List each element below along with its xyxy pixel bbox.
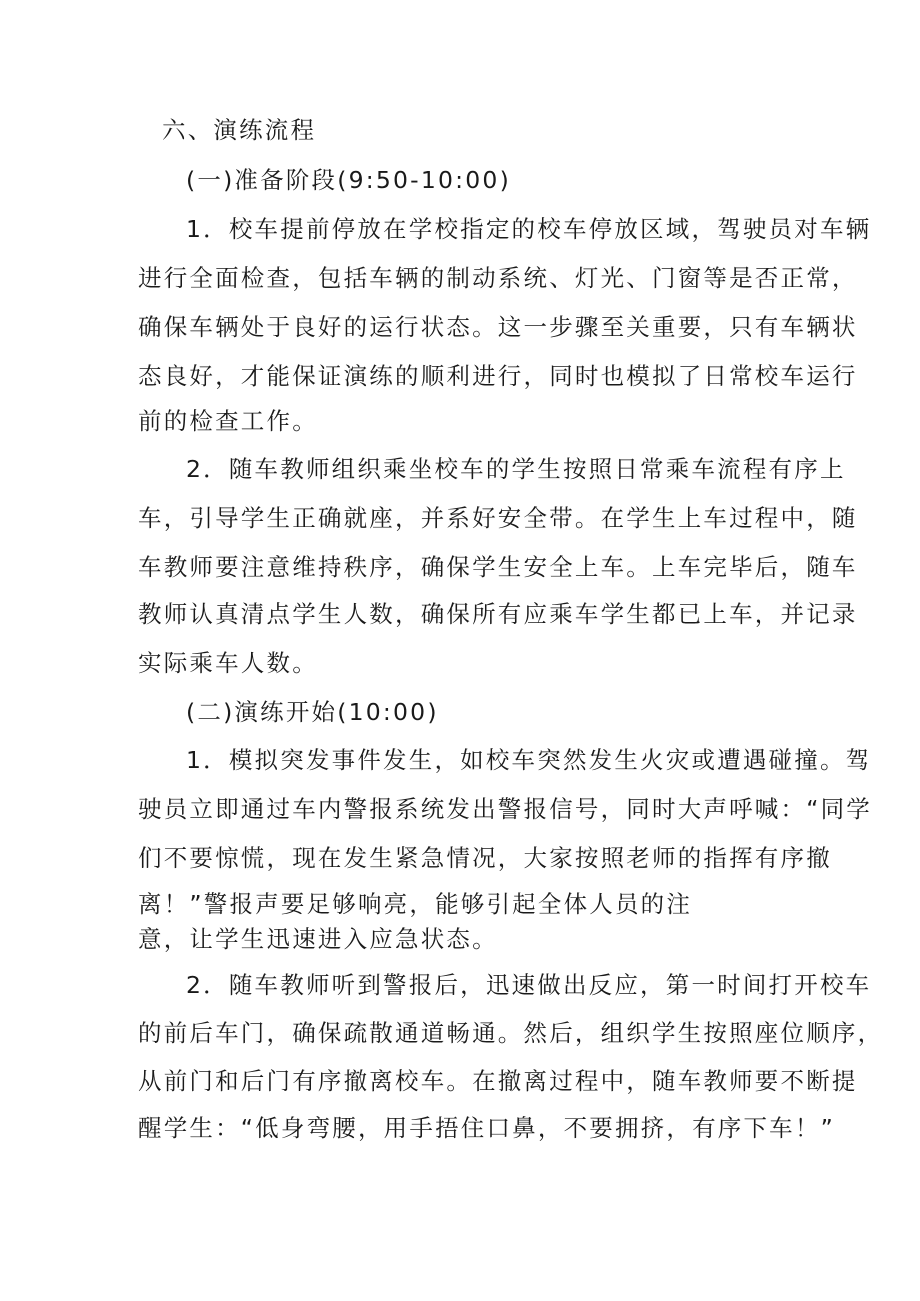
paragraph-line: 态良好，才能保证演练的顺利进行，同时也模拟了日常校车运行 [138, 362, 858, 390]
paragraph-line: 醒学生：“低身弯腰，用手捂住口鼻，不要拥挤，有序下车！” [138, 1114, 835, 1142]
paragraph-line: 前的检查工作。 [138, 407, 318, 435]
paragraph-line: 进行全面检查，包括车辆的制动系统、灯光、门窗等是否正常， [138, 264, 858, 292]
paragraph-line: 车教师要注意维持秩序，确保学生安全上车。上车完毕后，随车 [138, 553, 858, 581]
paragraph-line: 驶员立即通过车内警报系统发出警报信号，同时大声呼喊：“同学 [138, 795, 872, 823]
paragraph-line: 确保车辆处于良好的运行状态。这一步骤至关重要，只有车辆状 [138, 313, 858, 341]
paragraph-line: 们不要惊慌，现在发生紧急情况，大家按照老师的指挥有序撤 [138, 844, 832, 872]
paragraph-line: 的前后车门，确保疏散通道畅通。然后，组织学生按照座位顺序， [138, 1019, 884, 1047]
paragraph-line: 2．随车教师组织乘坐校车的学生按照日常乘车流程有序上 [186, 455, 846, 483]
paragraph-line: 1．校车提前停放在学校指定的校车停放区域，驾驶员对车辆 [186, 215, 872, 243]
paragraph-line: 意，让学生迅速进入应急状态。 [138, 925, 498, 953]
phase2-title: (二)演练开始(10:00) [186, 698, 439, 726]
paragraph-line: 从前门和后门有序撤离校车。在撤离过程中，随车教师要不断提 [138, 1067, 858, 1095]
phase1-title: (一)准备阶段(9:50-10:00) [186, 166, 511, 194]
paragraph-line: 1．模拟突发事件发生，如校车突然发生火灾或遭遇碰撞。驾 [186, 746, 872, 774]
paragraph-line: 车，引导学生正确就座，并系好安全带。在学生上车过程中，随 [138, 504, 858, 532]
paragraph-line: 2．随车教师听到警报后，迅速做出反应，第一时间打开校车 [186, 971, 872, 999]
section-title: 六、演练流程 [162, 116, 317, 144]
paragraph-line: 教师认真清点学生人数，确保所有应乘车学生都已上车，并记录 [138, 600, 858, 628]
paragraph-line: 实际乘车人数。 [138, 649, 318, 677]
paragraph-line: 离！”警报声要足够响亮，能够引起全体人员的注 [138, 890, 693, 918]
